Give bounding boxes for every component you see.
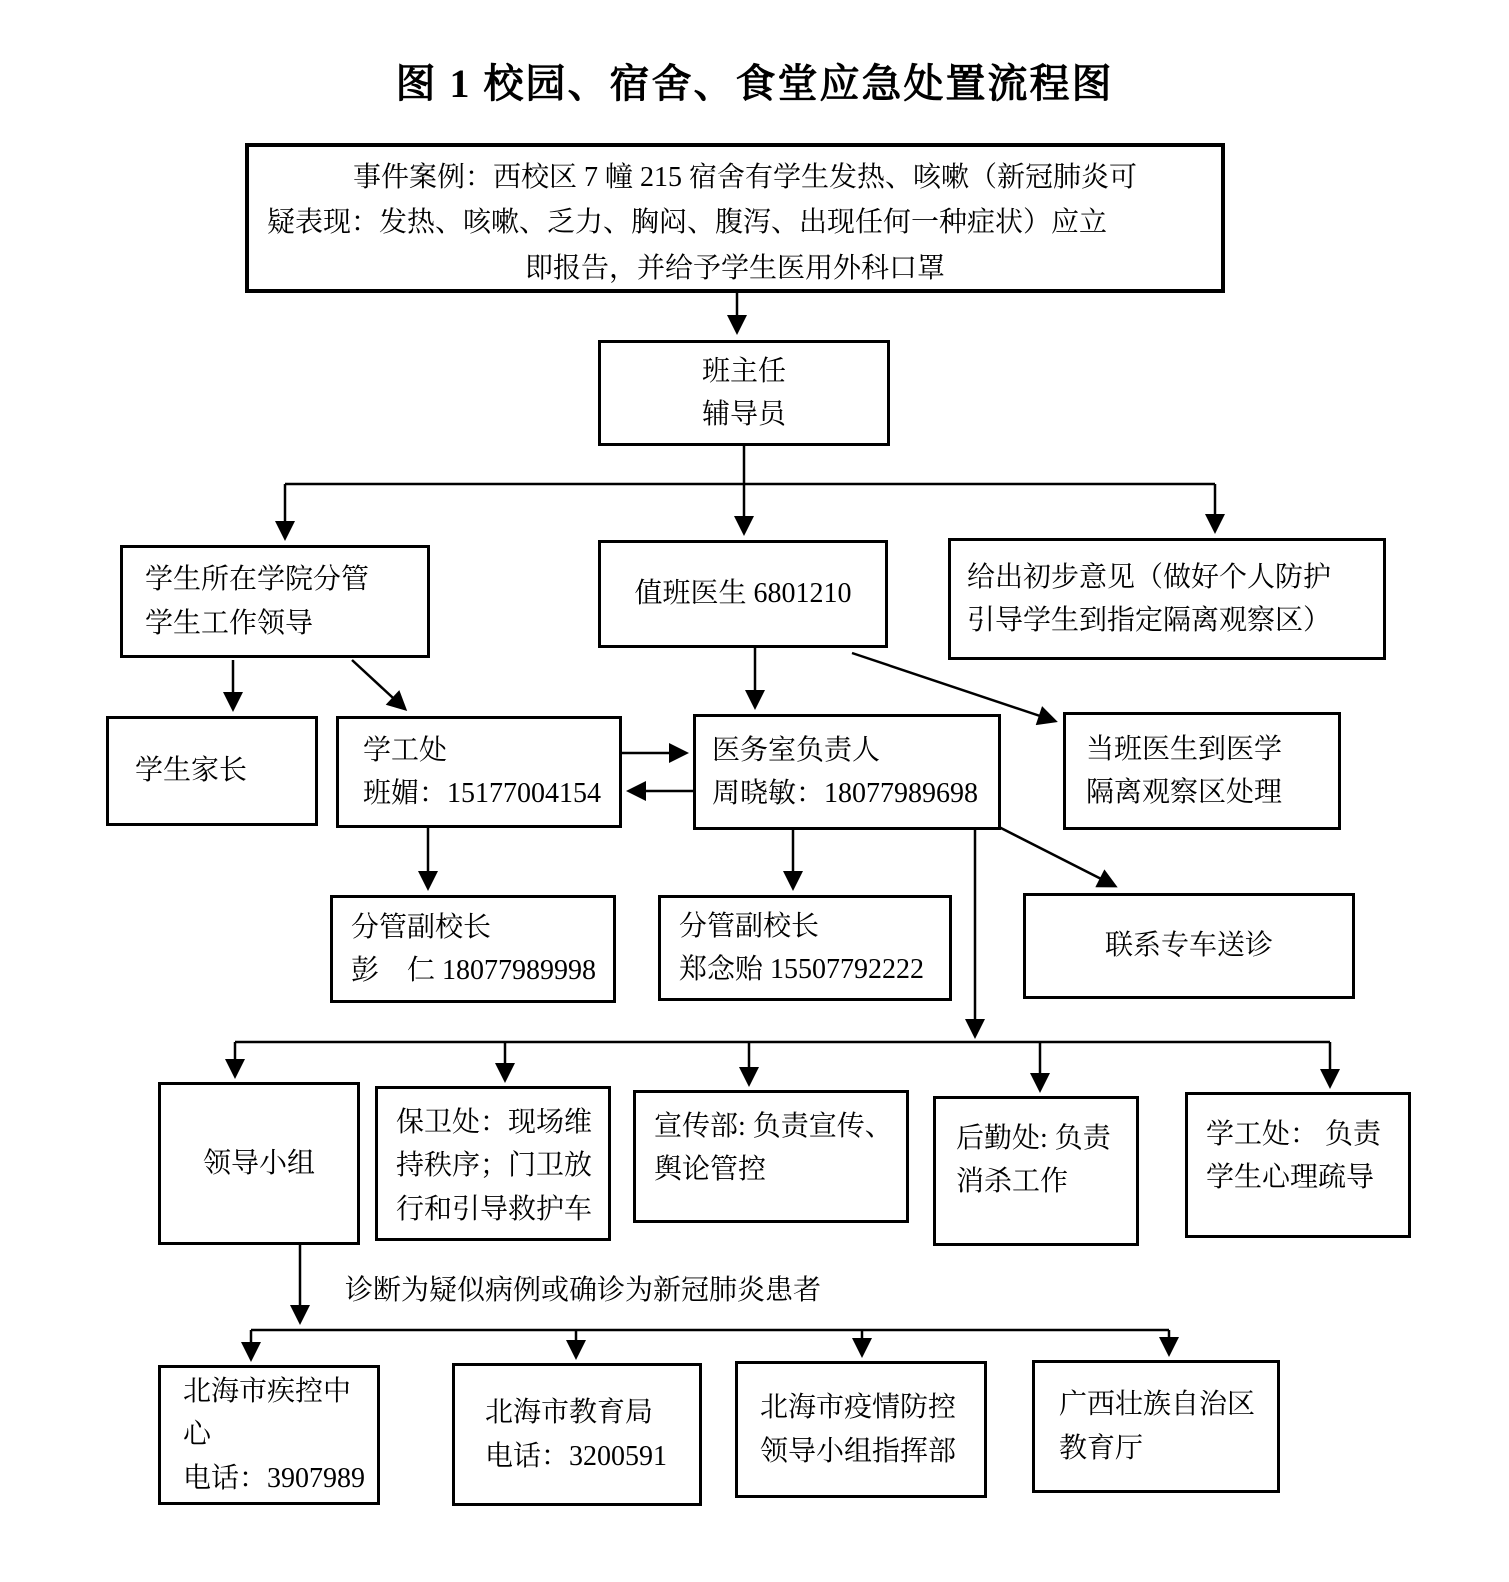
node-education-bureau: 北海市教育局 电话：3200591: [452, 1363, 702, 1506]
case-line: 事件案例：西校区 7 幢 215 宿舍有学生发热、咳嗽（新冠肺炎可: [353, 162, 1138, 193]
diagnosis-label: 诊断为疑似病例或确诊为新冠肺炎患者: [345, 1275, 822, 1306]
node-college-leader: 学生所在学院分管 学生工作领导: [120, 545, 430, 658]
node-preliminary-advice: 给出初步意见（做好个人防护 引导学生到指定隔离观察区）: [948, 538, 1386, 660]
node-parents: 学生家长: [106, 716, 318, 826]
node-leading-group: 领导小组: [158, 1082, 360, 1245]
node-student-affairs-office: 学工处 班媚：15177004154: [336, 716, 622, 828]
node-vice-president-peng: 分管副校长 彭 仁 18077989998: [330, 895, 616, 1003]
node-cdc: 北海市疾控中心 电话：3907989: [158, 1365, 380, 1505]
case-line: 疑表现：发热、咳嗽、乏力、胸闷、腹泻、出现任何一种症状）应立: [267, 207, 1108, 239]
node-dispatch-car: 联系专车送诊: [1023, 893, 1355, 999]
node-clinic-head: 医务室负责人 周晓敏：18077989698: [693, 714, 1001, 830]
node-counseling-dept: 学工处： 负责 学生心理疏导: [1185, 1092, 1411, 1238]
node-gx-education-dept: 广西壮族自治区 教育厅: [1032, 1360, 1280, 1493]
node-publicity-dept: 宣传部: 负责宣传、 舆论管控: [633, 1090, 909, 1223]
page-title: 图 1 校园、宿舍、食堂应急处置流程图: [395, 61, 1114, 106]
node-vice-president-zheng: 分管副校长 郑念贻 15507792222: [658, 895, 952, 1001]
node-epidemic-hq: 北海市疫情防控 领导小组指挥部: [735, 1361, 987, 1498]
node-observation-doctor: 当班医生到医学 隔离观察区处理: [1063, 712, 1341, 830]
node-duty-doctor: 值班医生 6801210: [598, 540, 888, 648]
case-line: 即报告，并给予学生医用外科口罩: [524, 252, 945, 284]
node-incident-case: [245, 143, 1225, 293]
node-logistics-dept: 后勤处: 负责 消杀工作: [933, 1096, 1139, 1246]
node-security-dept: 保卫处：现场维 持秩序；门卫放 行和引导救护车: [375, 1086, 611, 1241]
node-head-teacher: 班主任 辅导员: [598, 340, 890, 446]
